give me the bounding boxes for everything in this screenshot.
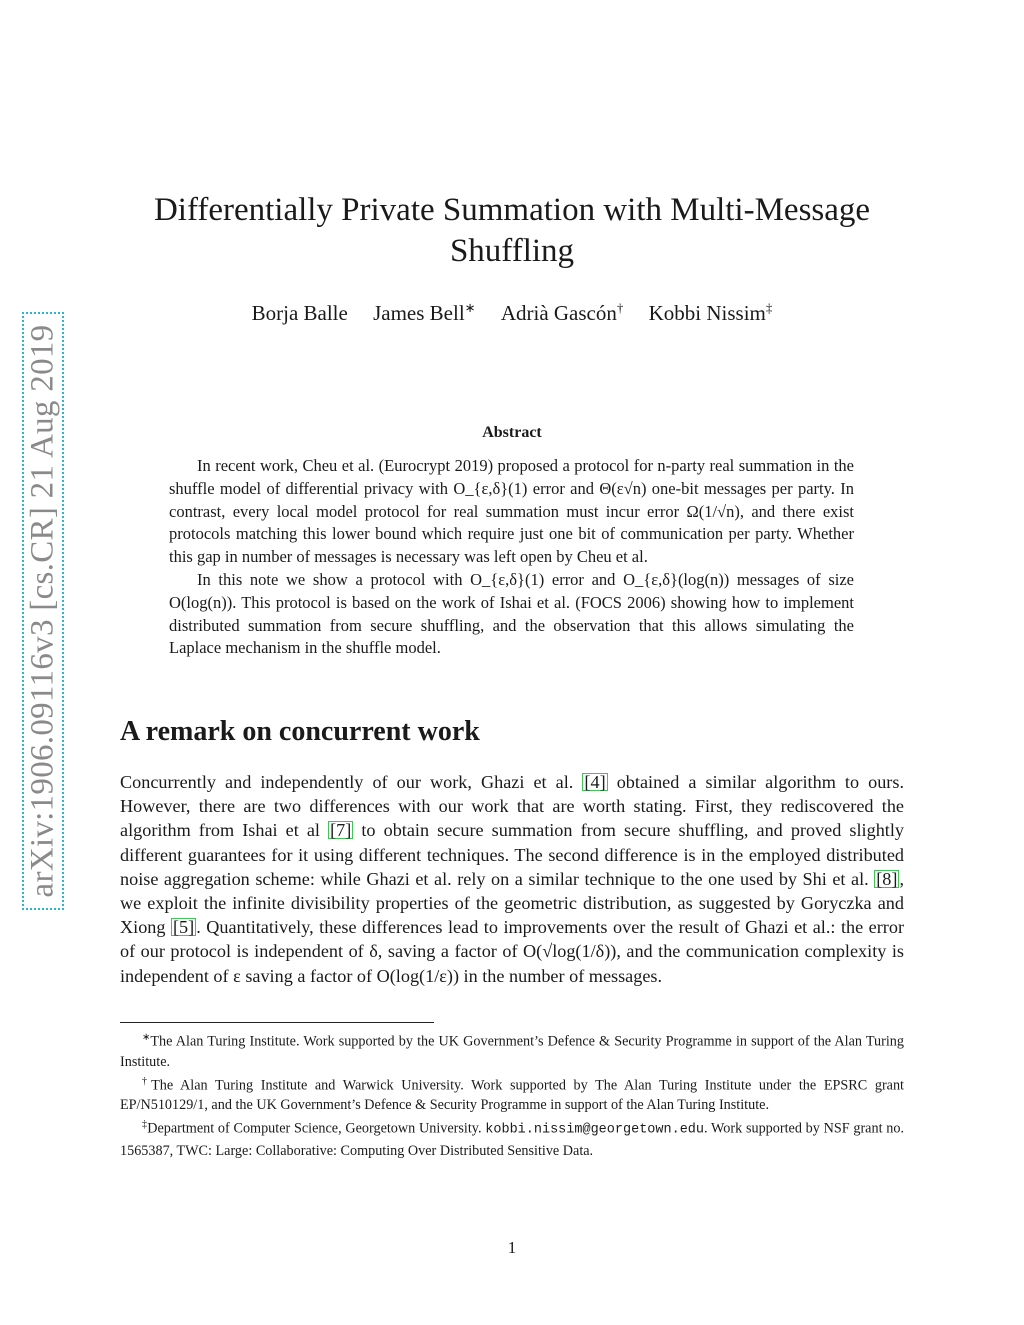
- abstract-paragraph-1: In recent work, Cheu et al. (Eurocrypt 2019) proposed a protocol for n-party real summation in the shuffle model of differential privacy with O_{ε,δ}(1) error and Θ(ε√n) one-bit messages per party. In contrast, every local model protocol for real summation must incur error Ω(1/√n), and there exist protocols matching this lower bound which require just one bit of communication per party. Whether this gap in number of messages is necessary was left open by Cheu et al.: [169, 456, 854, 567]
- footnote-3: [120, 1115, 904, 1161]
- abstract-paragraph-2: In this note we show a protocol with O_{ε,δ}(1) error and O_{ε,δ}(log(n)) messages of size O(log(n)). This protocol is based on the work of Ishai et al. (FOCS 2006) showing how to implement distributed summation from secure shuffling, and the observation that this allows simulating the Laplace mechanism in the shuffle model.: [169, 569, 854, 658]
- page-number: 1: [507, 1238, 517, 1257]
- abstract-heading: Abstract: [482, 424, 542, 441]
- text-segment: , we exploit the infinite divisibility properties of the geometric distribution, as suggested by Goryczka and Xiong: [120, 868, 904, 938]
- arxiv-identifier-stamp: [22, 312, 64, 910]
- author: [373, 301, 475, 325]
- text-segment: to obtain secure summation from secure shuffling, and proved slightly different guarantees for it using different techniques. The second difference is in the employed distributed noise aggregation scheme: while Ghazi et al. rely on a similar technique to the one used by Shi et al.: [120, 820, 904, 889]
- author-footnote-mark: †: [616, 300, 624, 315]
- text-segment: Concurrently and independently of our work, Ghazi et al.: [120, 772, 583, 792]
- footnote-mark: ∗: [142, 1032, 151, 1043]
- author: [501, 301, 624, 325]
- section-heading: A remark on concurrent work: [120, 716, 480, 747]
- footnotes: [120, 1028, 904, 1161]
- footnote-1: [120, 1028, 904, 1072]
- author: [252, 301, 348, 325]
- author-name: Borja Balle: [251, 301, 348, 325]
- text-segment: obtained a similar algorithm to ours. However, there are two differences with our work that are worth stating. First, they rediscovered the algorithm from Ishai et al: [120, 772, 904, 841]
- footnote-text: The Alan Turing Institute and Warwick University. Work supported by The Alan Turing Institute under the EPSRC grant EP/N510129/1, and the UK Government’s Defence & Security Programme in support of the Alan Turing Institute.: [120, 1077, 904, 1114]
- abstract-body: [169, 455, 854, 660]
- author-footnote-mark: ‡: [765, 300, 773, 315]
- paper-title-line-1: Differentially Private Summation with Multi-Message: [153, 192, 871, 228]
- footnote-mark: †: [142, 1075, 152, 1087]
- paper-title-line-2: Shuffling: [449, 233, 575, 269]
- paper-title: [120, 190, 904, 272]
- author-footnote-mark: ∗: [464, 300, 476, 315]
- author-name: Kobbi Nissim: [648, 301, 766, 325]
- author-name: James Bell: [373, 301, 465, 325]
- footnote-divider: [120, 1022, 434, 1023]
- footnote-2: [120, 1072, 904, 1116]
- author-list: [120, 300, 904, 326]
- email-link[interactable]: kobbi.nissim@georgetown.edu: [485, 1123, 705, 1139]
- citation-link[interactable]: [4]: [584, 772, 606, 792]
- citation-link[interactable]: [8]: [876, 868, 898, 889]
- author-name: Adrià Gascón: [500, 301, 617, 325]
- footnote-text: The Alan Turing Institute. Work supported by the UK Government’s Defence & Security Programme in support of the Alan Turing Institute.: [120, 1033, 904, 1070]
- citation-link[interactable]: [7]: [330, 820, 352, 841]
- footnote-text: Department of Computer Science, Georgetown University.: [147, 1121, 486, 1138]
- arxiv-identifier-text: arXiv:1906.09116v3 [cs.CR] 21 Aug 2019: [24, 324, 61, 898]
- text-segment: . Quantitatively, these differences lead to improvements over the result of Ghazi et al.: the error of our protocol is independent of δ, saving a factor of O(√log(1/δ)), and the communication complexity is independent of ε saving a factor of O(log(1/ε)) in the number of messages.: [120, 917, 904, 986]
- author: [649, 301, 773, 325]
- citation-link[interactable]: [5]: [172, 917, 195, 938]
- footnote-mark: ‡: [142, 1119, 148, 1131]
- footnote-text: . Work supported by NSF grant no. 1565387, TWC: Large: Collaborative: Computing Over Distributed Sensitive Data.: [120, 1121, 904, 1160]
- section-paragraph: [120, 770, 904, 988]
